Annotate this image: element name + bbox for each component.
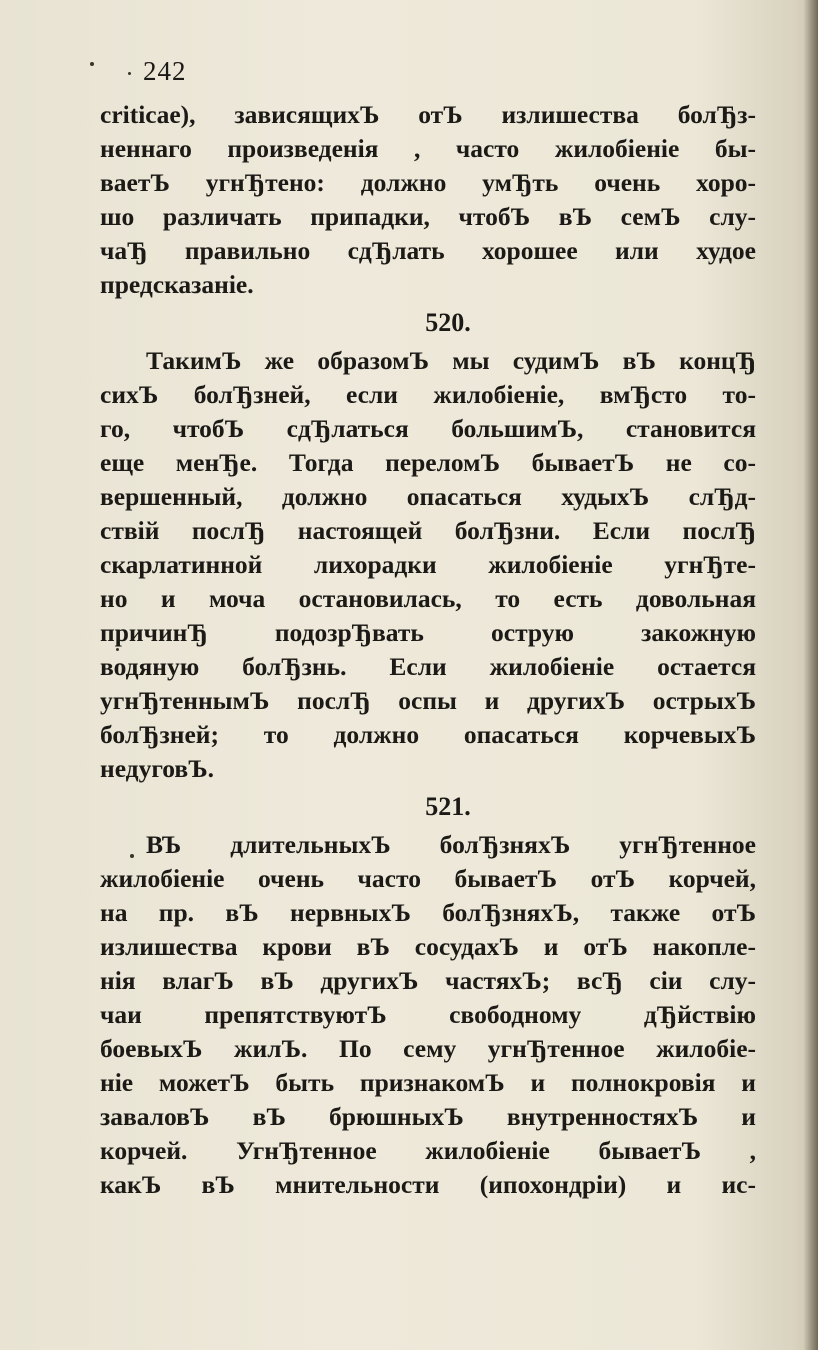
text-line: недуговЪ. — [100, 754, 215, 783]
page-edge — [804, 0, 818, 1350]
text-line: сихЪ болЂзней, если жилобіеніе, вмЂсто то- — [100, 380, 756, 409]
section-number: 521. — [425, 792, 471, 821]
text-line: вершенный, должно опасаться худыхЪ слЂд- — [100, 482, 756, 511]
text-line: жилобіеніе очень часто бываетЪ отЪ корчей, — [100, 864, 756, 893]
text-line: ваетЪ угнЂтено: должно умЂть очень хоро- — [100, 168, 756, 197]
text-line: неннаго произведенія , часто жилобіеніе бы- — [100, 134, 756, 163]
text-line: го, чтобЪ сдЂлаться большимЪ, становится — [100, 414, 756, 443]
text-line: ВЪ длительныхЪ болЂзняхЪ угнЂтенное — [146, 830, 756, 859]
text-line: скарлатинной лихорадки жилобіеніе угнЂте- — [100, 550, 756, 579]
text-line: чаи препятствуютЪ свободному дЂйствію — [100, 1000, 756, 1029]
paragraph-521 — [100, 828, 756, 1202]
text-line: чаЂ правильно сдЂлать хорошее или худое — [100, 236, 756, 265]
text-line: но и моча остановилась, то есть довольная — [100, 584, 756, 613]
text-line: болЂзней; то должно опасаться корчевыхЪ — [100, 720, 756, 749]
text-line: еще менЂе. Тогда переломЪ бываетЪ не со- — [100, 448, 756, 477]
text-line: угнЂтеннымЪ послЂ оспы и другихЪ острыхЪ — [100, 686, 756, 715]
text-line: ніе можетЪ быть признакомЪ и полнокровія и — [100, 1068, 756, 1097]
text-line: на пр. вЪ нервныхЪ болЂзняхЪ, также отЪ — [100, 898, 756, 927]
text-line: причинЂ подозрЂвать острую закожную — [100, 618, 756, 647]
text-line: водяную болЂзнь. Если жилобіеніе остается — [100, 652, 756, 681]
text-line: корчей. УгнЂтенное жилобіеніе бываетЪ , — [100, 1136, 756, 1165]
text-line: излишества крови вЪ сосудахЪ и отЪ накопле- — [100, 932, 756, 961]
text-line: ТакимЪ же образомЪ мы судимЪ вЪ концЂ — [146, 346, 756, 375]
page-text — [100, 98, 756, 1202]
text-line: ствій послЂ настоящей болЂзни. Если послЂ — [100, 516, 756, 545]
text-line: предсказаніе. — [100, 270, 254, 299]
ink-speck — [128, 72, 131, 75]
text-line: боевыхЪ жилЪ. По сему угнЂтенное жилобіе- — [100, 1034, 756, 1063]
text-line: заваловЪ вЪ брюшныхЪ внутренностяхЪ и — [100, 1102, 756, 1131]
paragraph-520 — [100, 344, 756, 786]
text-line: нія влагЪ вЪ другихЪ частяхЪ; всЂ сіи слу- — [100, 966, 756, 995]
text-line: шо различать припадки, чтобЪ вЪ семЪ слу- — [100, 202, 756, 231]
text-line: какЪ вЪ мнительности (ипохондріи) и ис- — [100, 1170, 756, 1199]
ink-speck — [90, 62, 94, 66]
page-number: 242 — [143, 56, 187, 86]
section-number: 520. — [425, 308, 471, 337]
paragraph-intro — [100, 98, 756, 302]
text-line: criticae), зависящихЪ отЪ излишества болЂз- — [100, 100, 756, 129]
